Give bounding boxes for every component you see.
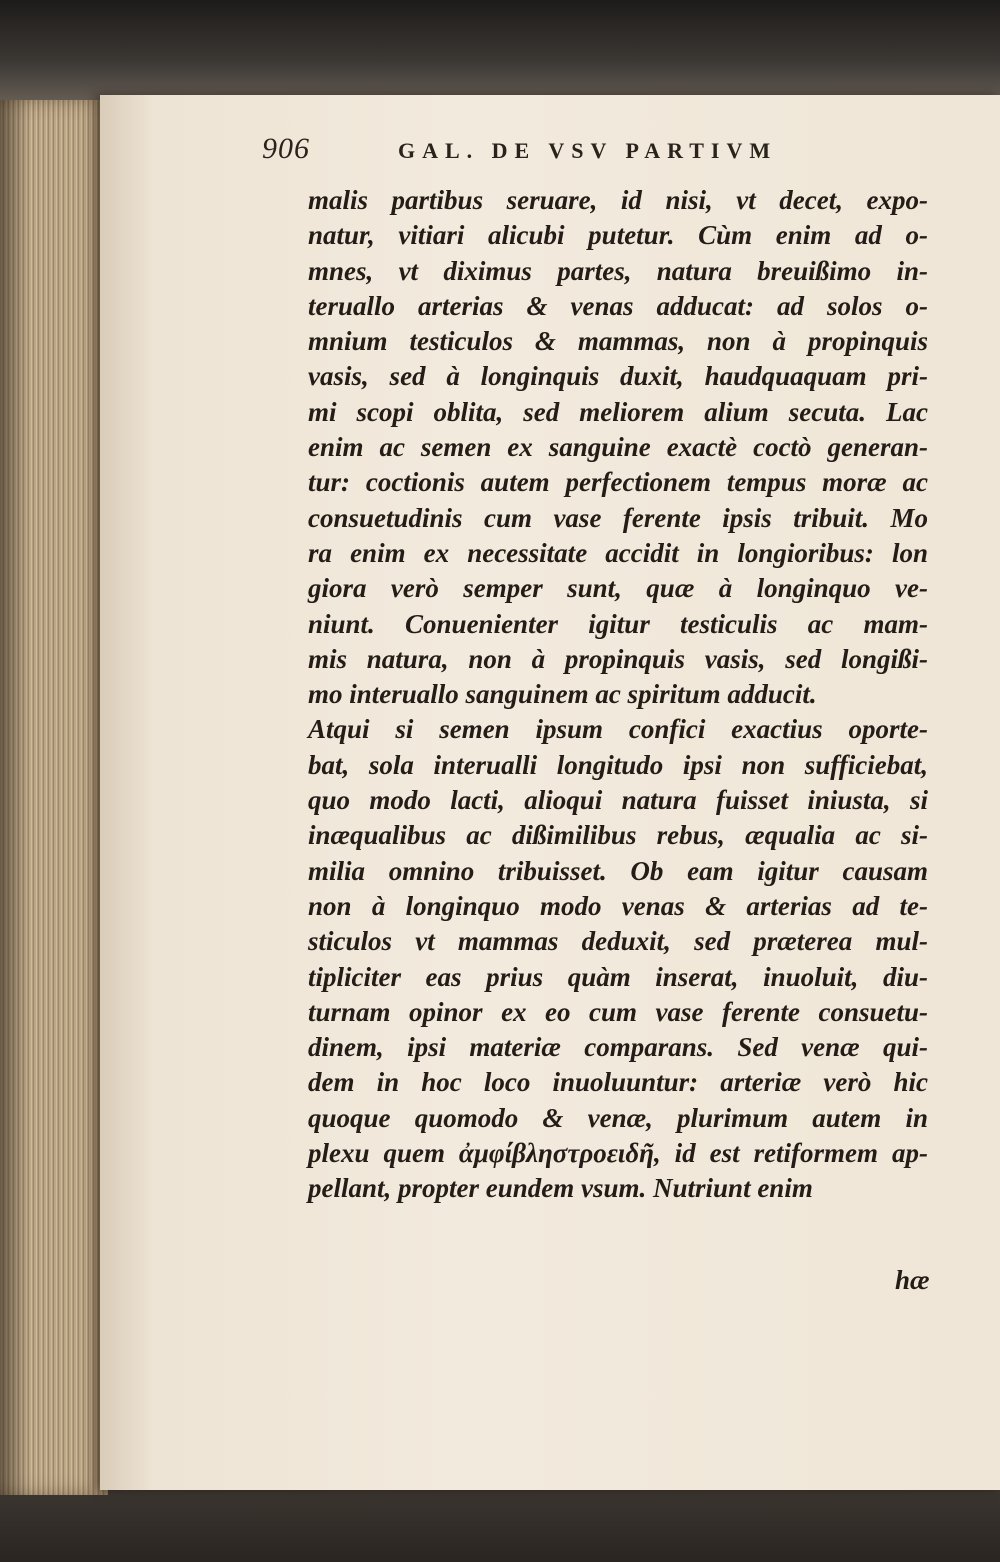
text-line: vasis, sed à longinquis duxit, haudquaquam pri- [308, 361, 928, 392]
running-head-title: GAL. DE VSV PARTIVM [398, 138, 778, 163]
text-line: plexu quem ἀμφίβληστροειδῆ, id est retiformem ap- [308, 1138, 928, 1169]
text-line: mis natura, non à propinquis vasis, sed longißi- [308, 643, 928, 674]
running-head [262, 132, 842, 172]
text-line: enim ac semen ex sanguine exactè coctò generan- [308, 432, 928, 463]
text-line: teruallo arterias & venas adducat: ad solos o- [308, 290, 928, 321]
text-line: milia omnino tribuisset. Ob eam igitur causam [308, 855, 928, 886]
text-line: dinem, ipsi materiæ comparans. Sed venæ qui- [308, 1032, 928, 1063]
background-top [0, 0, 1000, 110]
text-line: mi scopi oblita, sed meliorem alium secuta. Lac [308, 396, 928, 427]
text-line: pellant, propter eundem vsum. Nutriunt enim [308, 1173, 813, 1204]
catchword: hæ [895, 1265, 930, 1295]
text-line: non à longinquo modo venas & arterias ad te- [308, 890, 928, 921]
body-text [308, 183, 928, 1207]
text-line: inæqualibus ac dißimilibus rebus, æqualia ac si- [308, 820, 928, 851]
text-line: sticulos vt mammas deduxit, sed præterea mul- [308, 926, 928, 957]
text-line: dem in hoc loco inuoluuntur: arteriæ verò hic [308, 1067, 928, 1098]
background-bottom [0, 1490, 1000, 1562]
text-line: niunt. Conuenienter igitur testiculis ac mam- [308, 608, 928, 639]
text-line: tur: coctionis autem perfectionem tempus moræ ac [308, 467, 928, 498]
book-edge-shadow [0, 100, 30, 1495]
page-number: 906 [262, 132, 310, 165]
text-line: mnes, vt diximus partes, natura breuißimo in- [308, 255, 928, 286]
text-line: malis partibus seruare, id nisi, vt decet, expo- [308, 185, 928, 215]
text-line: ra enim ex necessitate accidit in longioribus: lon [308, 537, 928, 568]
text-line: mnium testiculos & mammas, non à propinquis [308, 326, 928, 357]
text-line: bat, sola interualli longitudo ipsi non sufficiebat, [308, 749, 928, 780]
text-line: mo interuallo sanguinem ac spiritum adducit. [308, 679, 817, 710]
text-line: quoque quomodo & venæ, plurimum autem in [308, 1102, 928, 1133]
text-line: giora verò semper sunt, quæ à longinquo ve- [308, 573, 928, 604]
text-line: quo modo lacti, alioqui natura fuisset iniusta, si [308, 785, 928, 816]
text-line: Atqui si semen ipsum confici exactius oporte- [308, 714, 928, 745]
text-line: turnam opinor ex eo cum vase ferente consuetu- [308, 996, 928, 1027]
text-line: natur, vitiari alicubi putetur. Cùm enim ad o- [308, 220, 928, 251]
text-line: consuetudinis cum vase ferente ipsis tribuit. Mo [308, 502, 928, 533]
text-line: tipliciter eas prius quàm inserat, inuoluit, diu- [308, 961, 928, 992]
